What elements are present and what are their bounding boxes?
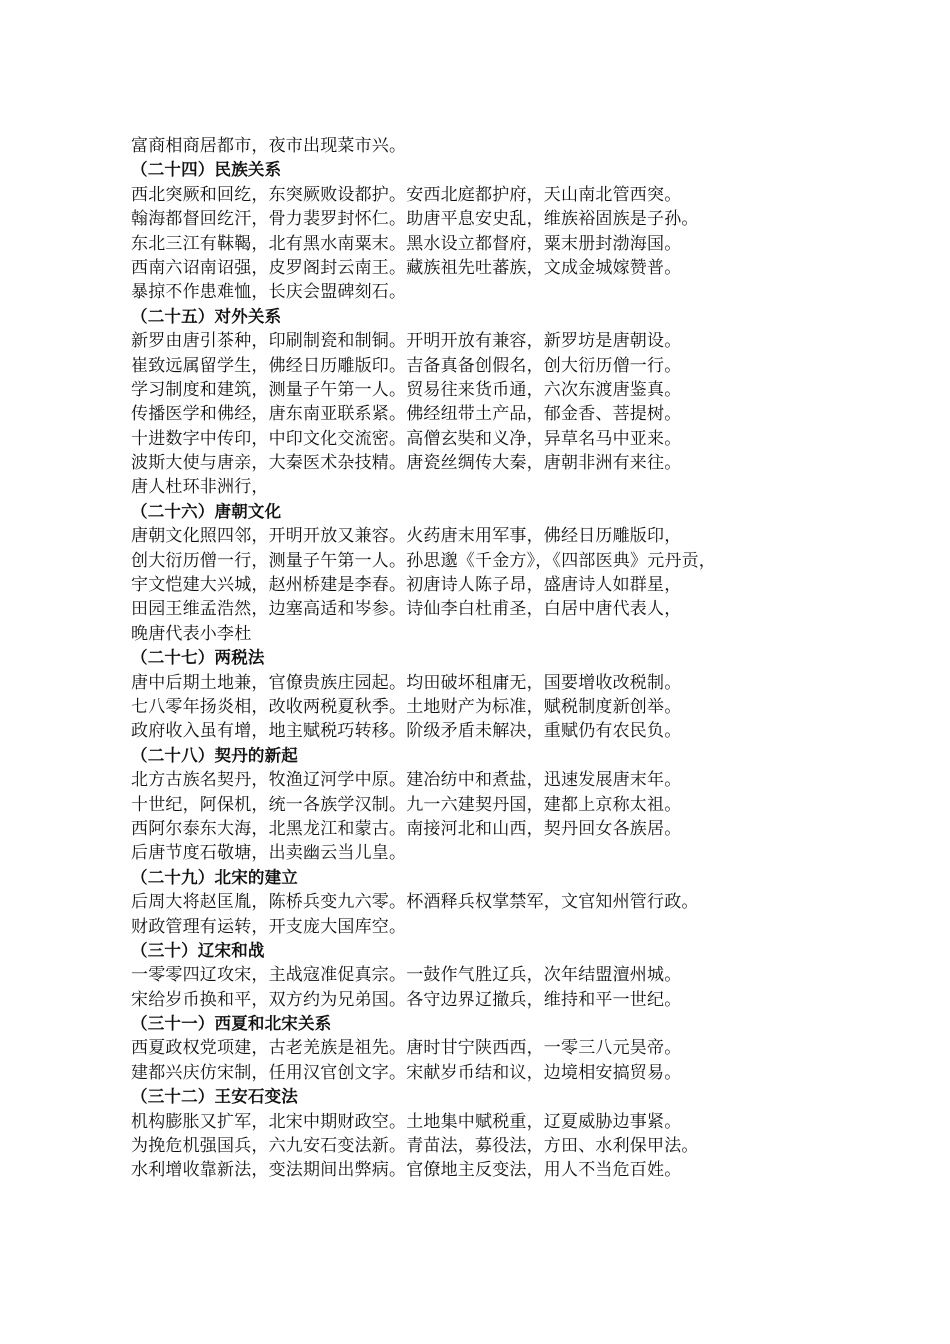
text-line: 十世纪，阿保机，统一各族学汉制。九一六建契丹国，建都上京称太祖。: [131, 794, 682, 815]
text-line: 机构膨胀又扩军，北宋中期财政空。土地集中赋税重，辽夏威胁边事紧。: [131, 1111, 682, 1132]
text-line: 创大衍历僧一行，测量子午第一人。孙思邈《千金方》，《四部医典》元丹贡，: [131, 550, 716, 571]
text-line: 唐人杜环非洲行，: [131, 477, 269, 498]
text-line: 暴掠不作患难恤，长庆会盟碑刻石。: [131, 282, 407, 303]
section-heading: （二十四）民族关系: [131, 160, 282, 180]
text-line: 西阿尔泰东大海，北黑龙江和蒙古。南接河北和山西，契丹回女各族居。: [131, 818, 682, 839]
text-line: 东北三江有靺鞨，北有黑水南粟末。黑水设立都督府，粟末册封渤海国。: [131, 233, 682, 254]
text-line: 建都兴庆仿宋制，任用汉官创文字。宋献岁币结和议，边境相安搞贸易。: [131, 1062, 682, 1083]
text-line: 为挽危机强国兵，六九安石变法新。青苗法，募役法，方田、水利保甲法。: [131, 1136, 699, 1157]
text-line: 新罗由唐引茶种，印刷制瓷和制铜。开明开放有兼容，新罗坊是唐朝设。: [131, 331, 682, 352]
section-heading: （二十八）契丹的新起: [131, 745, 298, 765]
text-line: 后周大将赵匡胤，陈桥兵变九六零。杯酒释兵权掌禁军，文官知州管行政。: [131, 892, 699, 913]
text-line: 学习制度和建筑，测量子午第一人。贸易往来货币通，六次东渡唐鉴真。: [131, 379, 682, 400]
text-line: 晚唐代表小李杜: [131, 623, 252, 644]
text-line: 宇文恺建大兴城，赵州桥建是李春。初唐诗人陈子昂，盛唐诗人如群星，: [131, 575, 682, 596]
text-line: 十进数字中传印，中印文化交流密。高僧玄奘和义净，异草名马中亚来。: [131, 428, 682, 449]
text-line: 西南六诏南诏强，皮罗阁封云南王。藏族祖先吐蕃族，文成金城嫁赞普。: [131, 257, 682, 278]
section-heading: （二十五）对外关系: [131, 306, 282, 326]
text-line: 水利增收靠新法，变法期间出弊病。官僚地主反变法，用人不当危百姓。: [131, 1160, 682, 1181]
section-heading: （三十）辽宋和战: [131, 940, 265, 960]
text-line: 翰海都督回纥汗，骨力裴罗封怀仁。助唐平息安史乱，维族裕固族是子孙。: [131, 209, 699, 230]
text-line: 崔致远属留学生，佛经日历雕版印。吉备真备创假名，创大衍历僧一行。: [131, 355, 682, 376]
text-line: 西夏政权党项建，古老羌族是祖先。唐时甘宁陕西西，一零三八元昊帝。: [131, 1038, 682, 1059]
text-line: 后唐节度石敬塘，出卖幽云当儿皇。: [131, 843, 407, 864]
text-line: 财政管理有运转，开支庞大国库空。: [131, 916, 407, 937]
text-line: 七八零年扬炎相，改收两税夏秋季。土地财产为标准，赋税制度新创举。: [131, 696, 682, 717]
section-heading: （三十一）西夏和北宋关系: [131, 1014, 332, 1034]
text-line: 宋给岁币换和平，双方约为兄弟国。各守边界辽撤兵，维持和平一世纪。: [131, 989, 682, 1010]
text-line: 唐中后期土地兼，官僚贵族庄园起。均田破坏租庸无，国要增收改税制。: [131, 672, 682, 693]
text-line: 政府收入虽有增，地主赋税巧转移。阶级矛盾未解决，重赋仍有农民负。: [131, 721, 682, 742]
text-line: 北方古族名契丹，牧渔辽河学中原。建冶纺中和煮盐，迅速发展唐末年。: [131, 770, 682, 791]
section-heading: （二十六）唐朝文化: [131, 501, 282, 521]
text-line: 富商相商居都市，夜市出现菜市兴。: [131, 136, 407, 156]
section-heading: （二十七）两税法: [131, 648, 265, 668]
text-line: 西北突厥和回纥，东突厥败设都护。安西北庭都护府，天山南北管西突。: [131, 184, 682, 205]
text-line: 一零零四辽攻宋，主战寇准促真宗。一鼓作气胜辽兵，次年结盟澶州城。: [131, 965, 682, 986]
section-heading: （三十二）王安石变法: [131, 1087, 298, 1107]
text-line: 波斯大使与唐亲，大秦医术杂技精。唐瓷丝绸传大秦，唐朝非洲有来往。: [131, 453, 682, 474]
document-body: [131, 134, 851, 1183]
text-line: 传播医学和佛经，唐东南亚联系紧。佛经纽带土产品，郁金香、菩提树。: [131, 404, 682, 425]
text-line: 田园王维孟浩然，边塞高适和岑参。诗仙李白杜甫圣，白居中唐代表人，: [131, 599, 682, 620]
section-heading: （二十九）北宋的建立: [131, 867, 298, 887]
text-line: 唐朝文化照四邻，开明开放又兼容。火药唐末用军事，佛经日历雕版印，: [131, 526, 682, 547]
